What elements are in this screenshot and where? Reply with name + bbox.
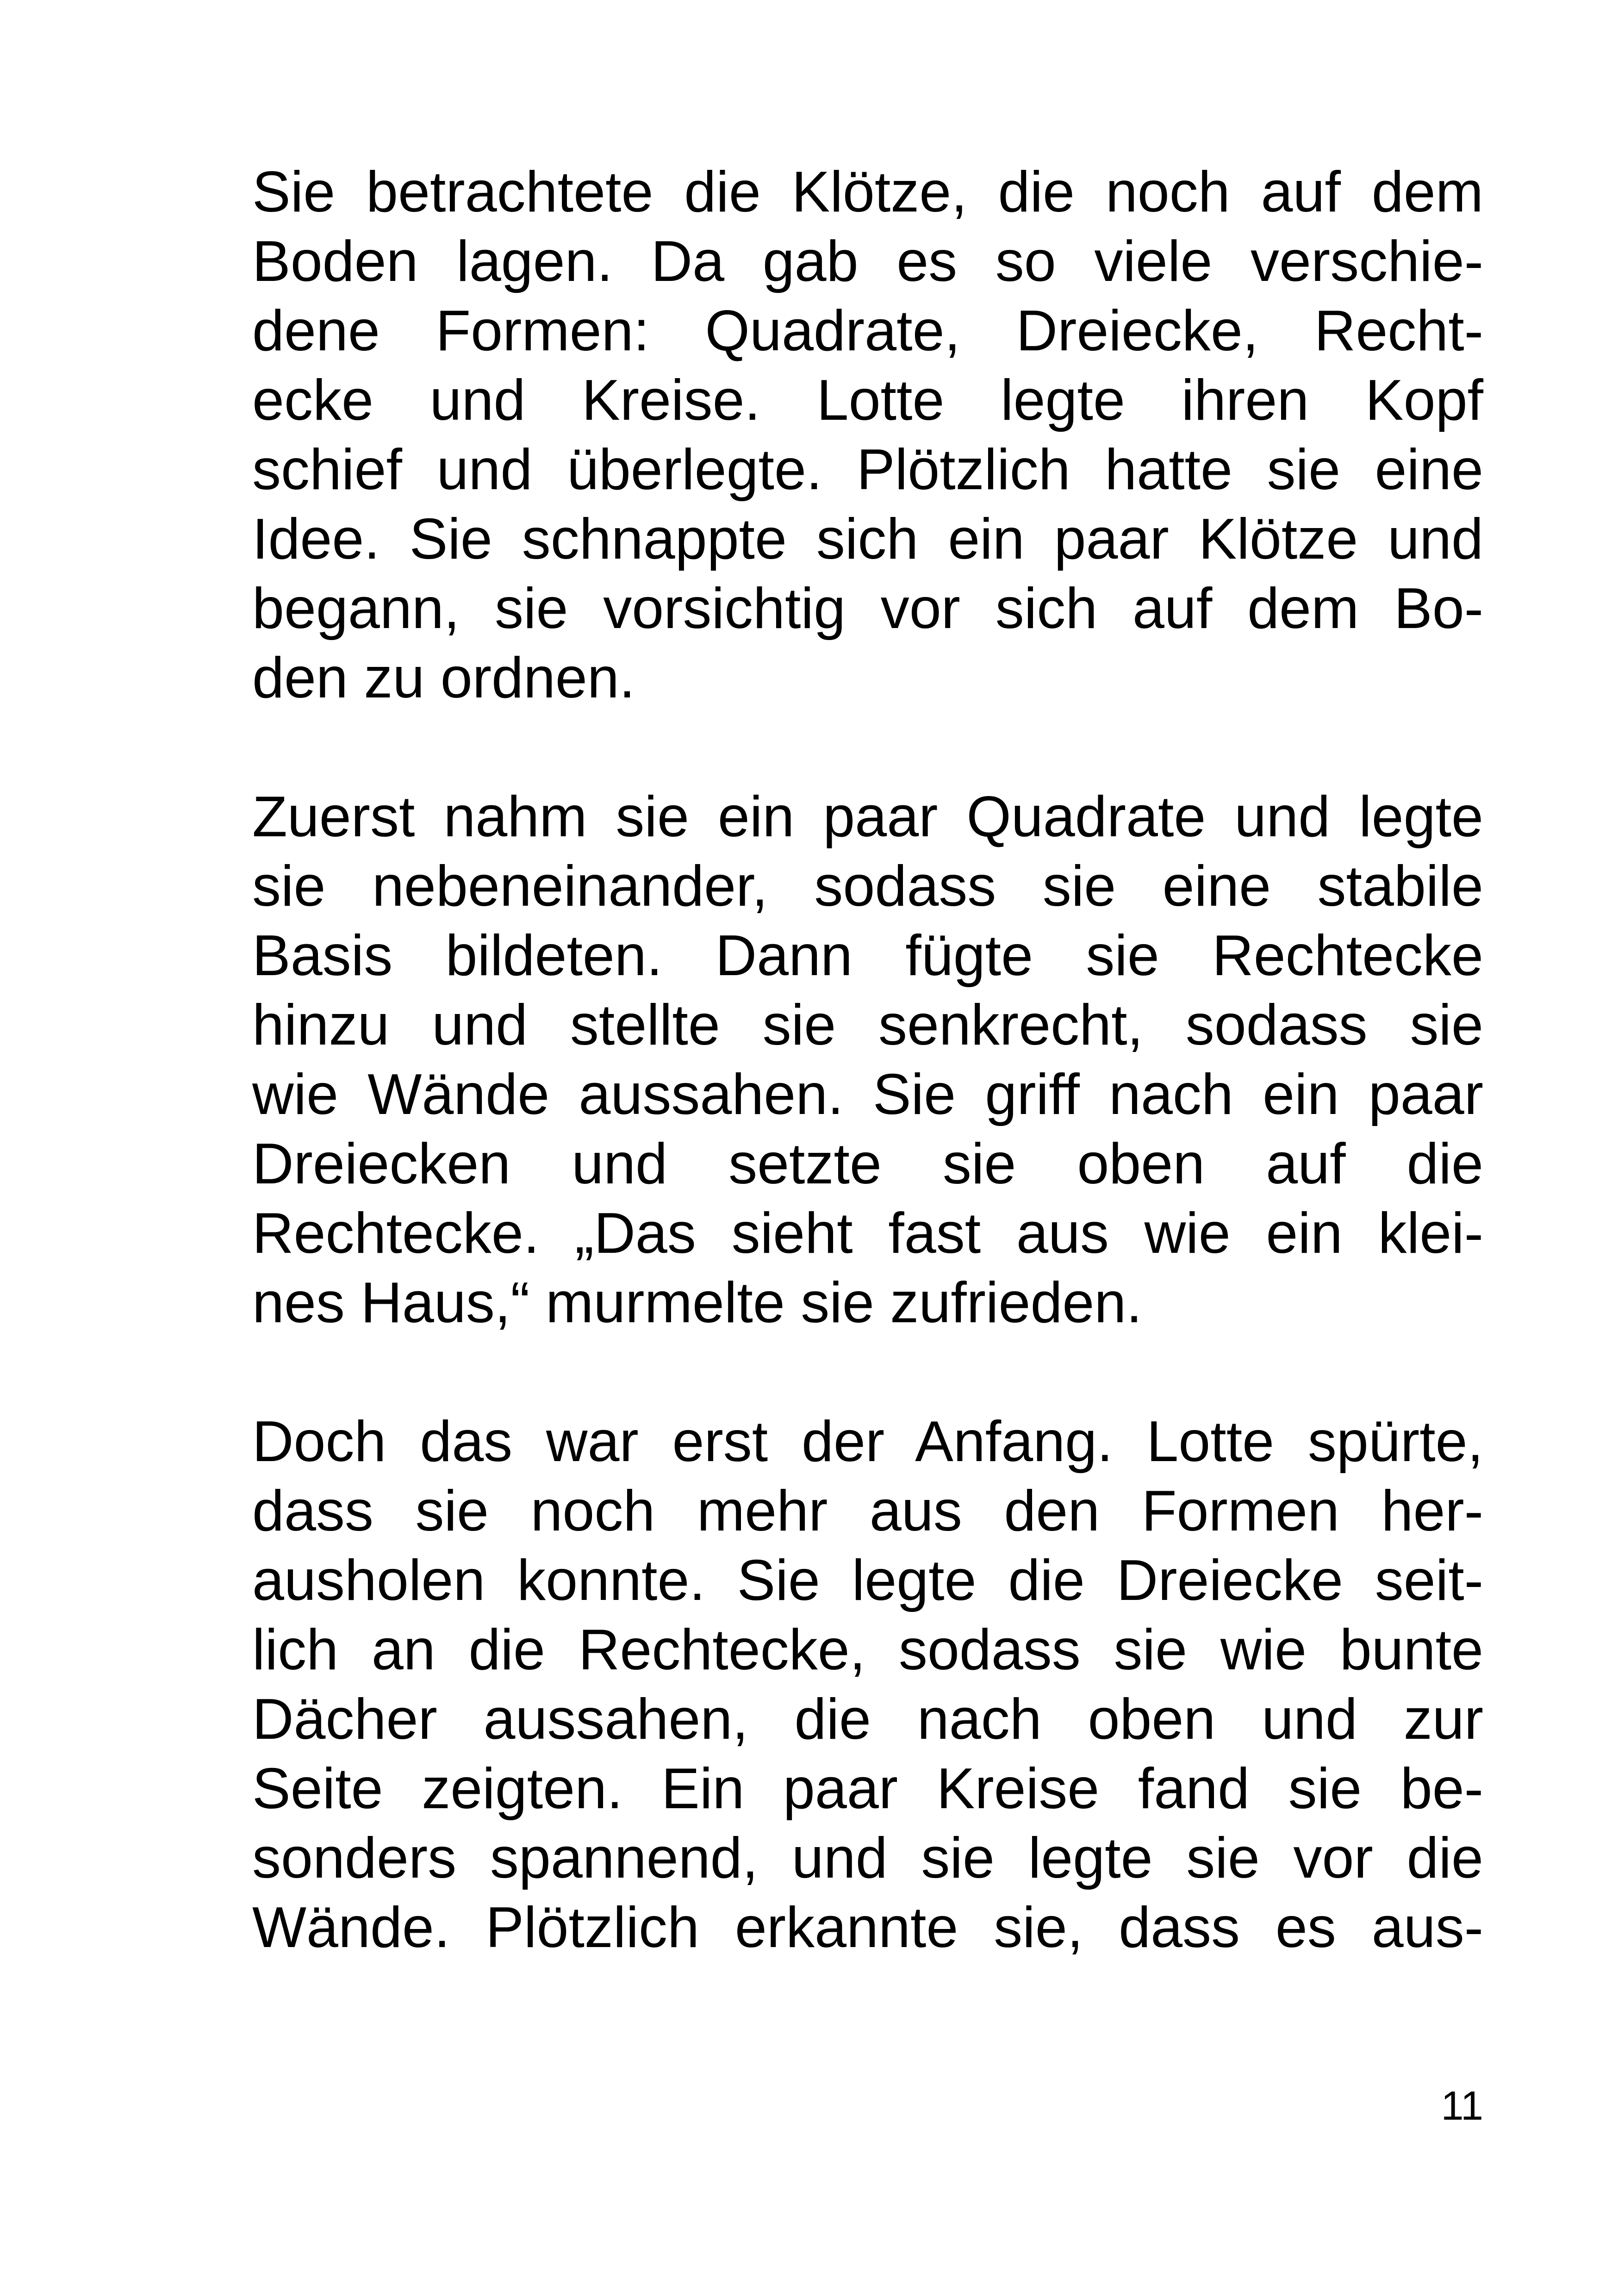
text-line: dass sie noch mehr aus den Formen her- xyxy=(252,1479,1483,1543)
text-line: Dächer aussahen, die nach oben und zur xyxy=(252,1687,1483,1751)
text-line: Boden lagen. Da gab es so viele verschie- xyxy=(252,230,1483,293)
text-line: ecke und Kreise. Lotte legte ihren Kopf xyxy=(252,368,1483,432)
text-line: den zu ordnen. xyxy=(252,646,635,710)
text-line: Basis bildeten. Dann fügte sie Rechtecke xyxy=(252,924,1483,988)
text-line: Sie betrachtete die Klötze, die noch auf dem xyxy=(252,160,1483,224)
paragraph-spacer xyxy=(252,713,1483,782)
text-line: begann, sie vorsichtig vor sich auf dem Bo- xyxy=(252,577,1483,641)
text-line: sie nebeneinander, sodass sie eine stabile xyxy=(252,854,1483,918)
text-line: Zuerst nahm sie ein paar Quadrate und legte xyxy=(252,785,1483,849)
text-line: Seite zeigten. Ein paar Kreise fand sie be- xyxy=(252,1757,1483,1821)
text-line: hinzu und stellte sie senkrecht, sodass sie xyxy=(252,993,1483,1057)
text-line: Doch das war erst der Anfang. Lotte spürte, xyxy=(252,1410,1483,1474)
text-line: Dreiecken und setzte sie oben auf die xyxy=(252,1132,1483,1196)
text-line: ausholen konnte. Sie legte die Dreiecke seit- xyxy=(252,1549,1483,1612)
paragraph-2 xyxy=(252,782,1483,1338)
text-line: schief und überlegte. Plötzlich hatte sie eine xyxy=(252,438,1483,502)
text-line: Rechtecke. „Das sieht fast aus wie ein klei- xyxy=(252,1201,1483,1265)
text-line: sonders spannend, und sie legte sie vor die xyxy=(252,1826,1483,1890)
text-line: lich an die Rechtecke, sodass sie wie bunte xyxy=(252,1618,1483,1682)
text-line: Idee. Sie schnappte sich ein paar Klötze und xyxy=(252,507,1483,571)
paragraph-spacer xyxy=(252,1338,1483,1407)
text-line: Wände. Plötzlich erkannte sie, dass es aus- xyxy=(252,1896,1483,1960)
text-line: wie Wände aussahen. Sie griff nach ein paar xyxy=(252,1063,1483,1126)
body-text xyxy=(252,157,1483,1962)
page-number: 11 xyxy=(1441,2083,1483,2128)
paragraph-1 xyxy=(252,157,1483,713)
text-line: dene Formen: Quadrate, Dreiecke, Recht- xyxy=(252,299,1483,363)
paragraph-3 xyxy=(252,1407,1483,1962)
text-line: nes Haus,“ murmelte sie zufrieden. xyxy=(252,1271,1142,1335)
